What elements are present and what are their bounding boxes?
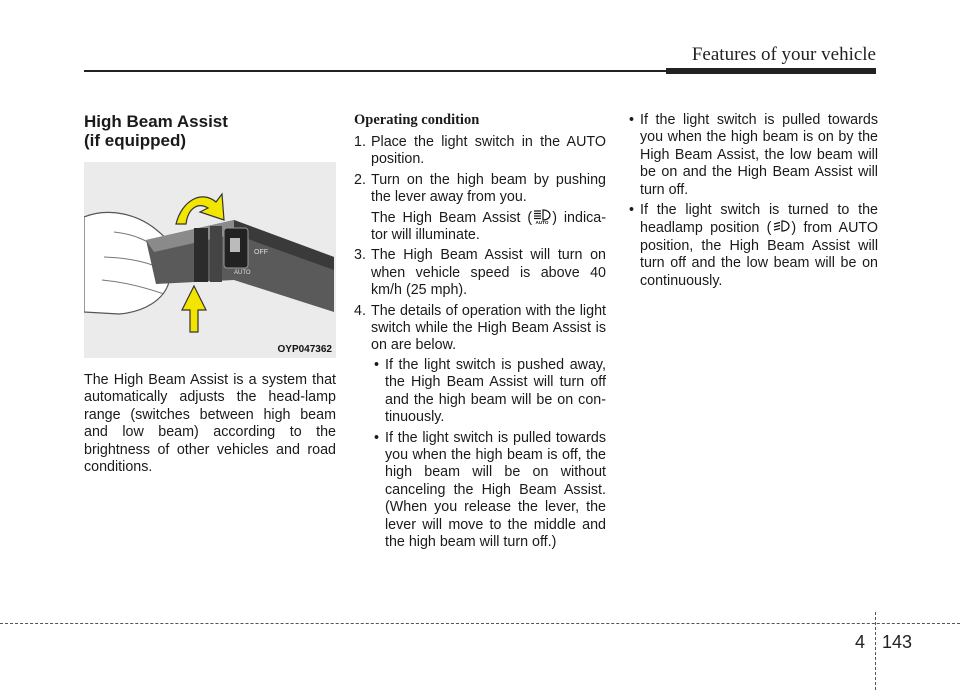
bullet-text-after: ) from AUTO position, the High Beam Assist will turn off and the low beam will be on continuously.: [640, 220, 878, 289]
headlamp-icon: [771, 219, 791, 234]
left-column: [84, 112, 336, 476]
section-title: [84, 112, 336, 150]
bullet-icon: •: [629, 202, 635, 219]
bullet-icon: •: [629, 112, 635, 128]
auto-label: AUTO: [535, 219, 549, 224]
middle-column: [354, 112, 606, 554]
header-rule: [84, 70, 876, 72]
chapter-number: 4: [855, 632, 866, 652]
bullet-text: If the light switch is pulled towards you when the high beam is on by the High Beam Assist, the low beam will be on and the High Beam Assist will turn off.: [640, 112, 878, 198]
lever-illustration-icon: [84, 162, 336, 358]
footer-rule: [0, 623, 960, 624]
list-item: [354, 247, 606, 299]
list-item: [626, 112, 878, 199]
step-sub-text-before: The High Beam Assist (: [371, 209, 533, 226]
step-number: 2.: [354, 171, 366, 188]
step-sub-text-after: ) indica-tor will illuminate.: [371, 209, 606, 244]
list-item: [626, 202, 878, 290]
steps-list: [354, 134, 606, 551]
step-text: Place the light switch in the AUTO position.: [371, 134, 606, 168]
lever-illustration: [84, 162, 336, 358]
step-number: 4.: [354, 302, 366, 319]
svg-text:OFF: OFF: [254, 249, 268, 256]
bullet-icon: •: [374, 356, 380, 373]
bullet-text: If the light switch is pushed away, the High Beam Assist will turn off and the high beam will be on con-tinuously.: [385, 356, 606, 426]
bullet-list: [371, 357, 606, 551]
list-item: [354, 172, 606, 245]
page-number: 143: [882, 632, 913, 652]
intro-paragraph: The High Beam Assist is a system that automatically adjusts the head-lamp range (switches between high beam and low beam) according to the brightness of other vehicles and road conditions.: [84, 372, 336, 476]
bullet-icon: •: [374, 429, 380, 446]
step-text: The High Beam Assist will turn on when vehicle speed is above 40 km/h (25 mph).: [371, 247, 606, 299]
high-beam-auto-icon: [532, 209, 552, 224]
right-column: [626, 112, 878, 293]
bullet-list: [626, 112, 878, 290]
operating-condition-heading: Operating condition: [354, 112, 480, 128]
bullet-text-before: If the light switch is turned to the headlamp position (: [640, 202, 878, 237]
header-title: Features of your vehicle: [691, 44, 876, 65]
list-item: [371, 430, 606, 552]
step-sub-text: [371, 209, 606, 245]
list-item: [354, 303, 606, 552]
bullet-text: If the light switch is pulled towards you when the high beam is off, the high beam will be on without canceling the High Beam Assist. (When you release the lever, the lever will move to the middle and the high beam will turn off.): [385, 429, 606, 550]
figure-code: OYP047362: [277, 344, 332, 355]
step-number: 1.: [354, 134, 366, 150]
section-title-line1: High Beam Assist: [84, 112, 228, 131]
step-number: 3.: [354, 247, 366, 264]
svg-text:AUTO: AUTO: [234, 270, 251, 276]
footer-divider: [875, 612, 876, 690]
step-text: Turn on the high beam by pushing the lever away from you.: [371, 171, 606, 206]
list-item: [354, 134, 606, 169]
section-title-line2: (if equipped): [84, 131, 186, 150]
step-text: The details of operation with the light switch while the High Beam Assist is on are below.: [371, 302, 606, 354]
list-item: [371, 357, 606, 427]
